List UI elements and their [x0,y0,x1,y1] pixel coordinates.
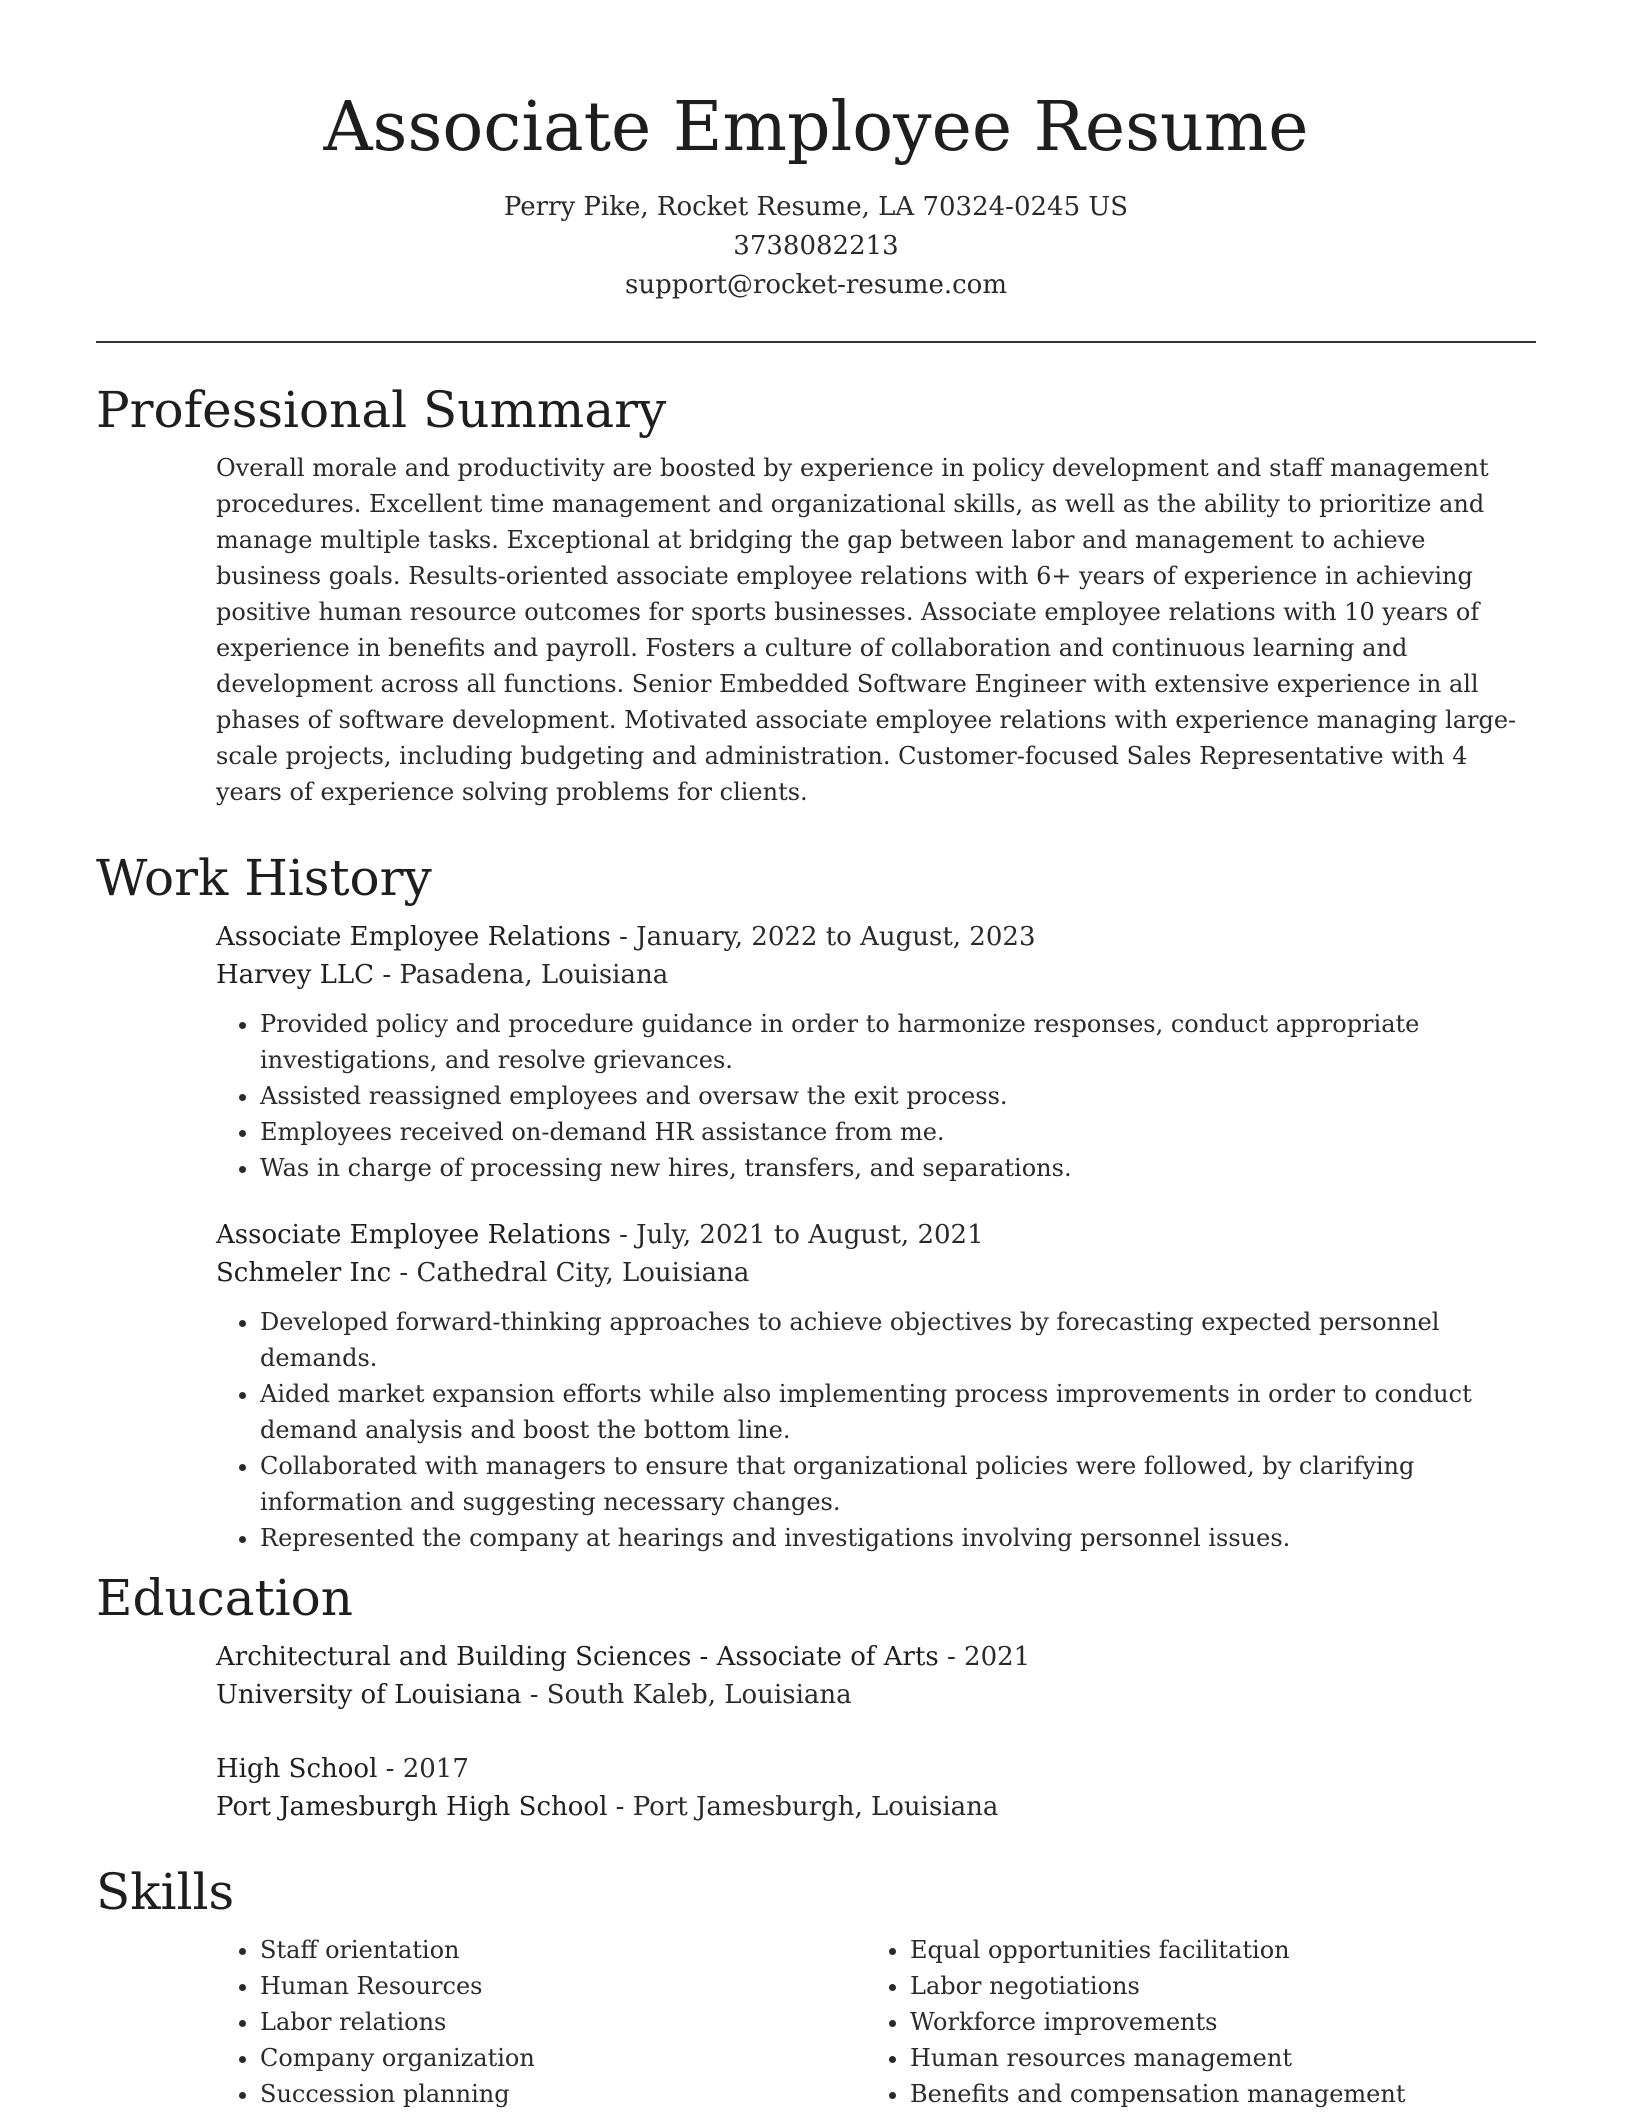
job-bullet: • Developed forward-thinking approaches to achieve objectives by forecasting expected personnel demands. [260,1304,1536,1376]
education-location: - Port Jamesburgh, Louisiana [607,1792,999,1822]
skill-item: • Company organization [260,2040,866,2076]
job-entry [216,1216,1536,1556]
skill-item: • Human Resources [260,1968,866,2004]
work-history-heading: Work History [96,849,432,907]
skills-list [216,1932,866,2112]
work-history-section [96,848,1536,1574]
education-degree: Architectural and Building Sciences - Associate of Arts [216,1642,939,1672]
job-title-line [216,918,1536,956]
job-entry [216,918,1536,1186]
skill-item: • Human resources management [910,2040,1516,2076]
job-bullet: • Collaborated with managers to ensure that organizational policies were followed, by clarifying information and suggesting necessary changes. [260,1448,1536,1520]
skill-item: • Succession planning [260,2076,866,2112]
education-heading: Education [96,1569,353,1627]
skill-item: • Workforce improvements [910,2004,1516,2040]
education-degree-line [216,1750,1536,1788]
summary-text: Overall morale and productivity are boosted by experience in policy development and staff management procedures. Excellent time management and organizational skills, as well as the ability to prioritize and manage multiple tasks. Exceptional at bridging the gap between labor and management to achieve business goals. Results-oriented associate employee relations with 6+ years of experience in achieving positive human resource outcomes for sports businesses. Associate employee relations with 10 years of experience in benefits and payroll. Fosters a culture of collaboration and continuous learning and development across all functions. Senior Embedded Software Engineer with extensive experience in all phases of software development. Motivated associate employee relations with experience managing large-scale projects, including budgeting and administration. Customer-focused Sales Representative with 4 years of experience solving problems for clients. [216,454,1517,806]
summary-section [96,380,1536,810]
skills-section [96,1862,1536,2112]
education-degree-line [216,1638,1536,1676]
contact-email: support@rocket-resume.com [624,270,1007,300]
job-bullet: • Employees received on-demand HR assistance from me. [260,1114,1536,1150]
contact-block [0,188,1632,305]
education-degree: High School [216,1754,378,1784]
job-dates: - July, 2021 to August, 2021 [610,1220,984,1250]
job-bullets [216,1006,1536,1186]
job-dates: - January, 2022 to August, 2023 [610,922,1036,952]
job-company: Harvey LLC [216,960,375,990]
job-company-line [216,1254,1536,1292]
job-bullet: • Represented the company at hearings and investigations involving personnel issues. [260,1520,1536,1556]
education-year: - 2021 [938,1642,1031,1672]
contact-address: Perry Pike, Rocket Resume, LA 70324-0245 US [503,192,1129,222]
job-company: Schmeler Inc [216,1258,392,1288]
education-school: University of Louisiana [216,1680,522,1710]
job-location: - Cathedral City, Louisiana [391,1258,750,1288]
summary-heading: Professional Summary [96,381,667,439]
work-history-body [216,918,1536,1556]
skills-column-right [866,1932,1516,2112]
job-bullet: • Was in charge of processing new hires, transfers, and separations. [260,1150,1536,1186]
education-school-line [216,1676,1536,1714]
job-bullets [216,1304,1536,1556]
contact-phone: 3738082213 [733,231,899,261]
job-title-line [216,1216,1536,1254]
skills-columns [216,1932,1536,2112]
education-entry [216,1750,1536,1826]
job-bullet: • Aided market expansion efforts while also implementing process improvements in order to conduct demand analysis and boost the bottom line. [260,1376,1536,1448]
education-school-line [216,1788,1536,1826]
skills-list [866,1932,1516,2112]
skill-item: • Labor relations [260,2004,866,2040]
skill-item: • Equal opportunities facilitation [910,1932,1516,1968]
education-year: - 2017 [377,1754,469,1784]
job-title: Associate Employee Relations [216,922,611,952]
job-title: Associate Employee Relations [216,1220,611,1250]
resume-header [0,0,1632,305]
skills-heading: Skills [96,1863,235,1921]
education-section [96,1568,1536,1862]
job-location: - Pasadena, Louisiana [374,960,669,990]
job-bullet: • Provided policy and procedure guidance in order to harmonize responses, conduct appropriate investigations, and resolve grievances. [260,1006,1536,1078]
resume-title: Associate Employee Resume [323,88,1309,167]
skill-item: • Benefits and compensation management [910,2076,1516,2112]
education-location: - South Kaleb, Louisiana [521,1680,852,1710]
header-divider [96,341,1536,343]
skill-item: • Labor negotiations [910,1968,1516,2004]
education-body [216,1638,1536,1826]
education-school: Port Jamesburgh High School [216,1792,608,1822]
skills-column-left [216,1932,866,2112]
job-bullet: • Assisted reassigned employees and oversaw the exit process. [260,1078,1536,1114]
education-entry [216,1638,1536,1714]
skill-item: • Staff orientation [260,1932,866,1968]
job-company-line [216,956,1536,994]
